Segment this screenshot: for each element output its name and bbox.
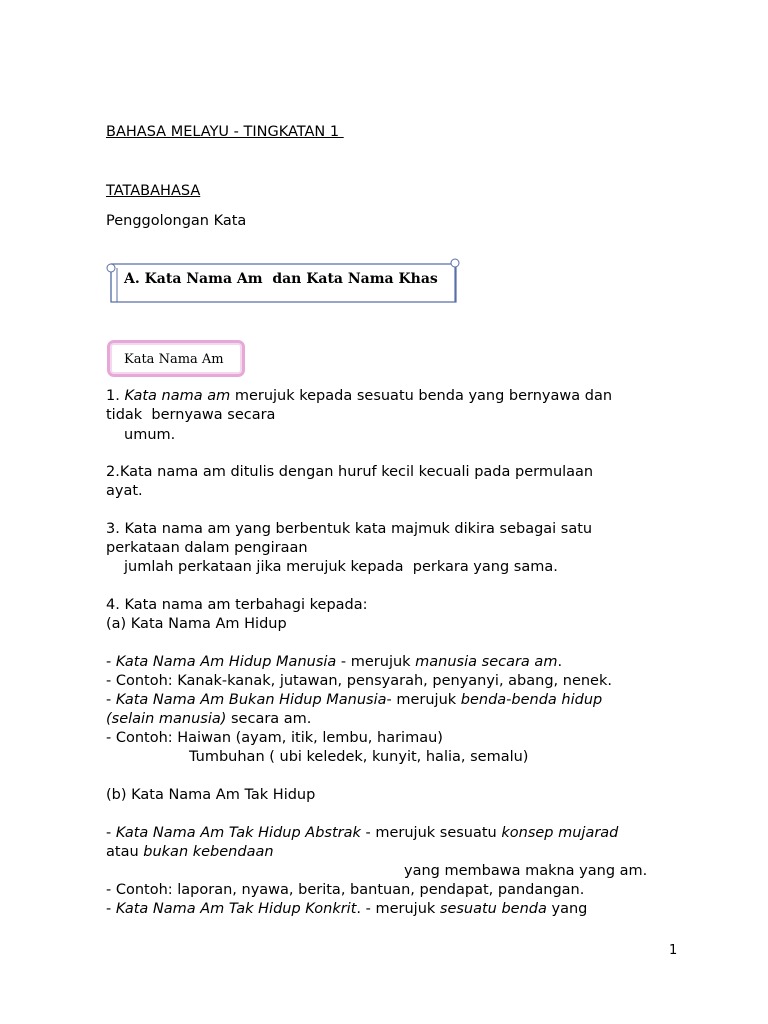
para-3-line-1: 3. Kata nama am yang berbentuk kata majmuk dikira sebagai satu [106, 521, 593, 537]
para-1-line-2: tidak bernyawa secara [106, 407, 276, 423]
b-line-3: yang membawa makna yang am. [404, 863, 648, 879]
a-line-4: (selain manusia) secara am. [106, 711, 312, 727]
subtitle: Penggolongan Kata [106, 213, 247, 229]
a-line-5: - Contoh: Haiwan (ayam, itik, lembu, harimau) [106, 730, 443, 746]
para-3-line-3: jumlah perkataan jika merujuk kepada perkara yang sama. [124, 559, 558, 575]
b-heading: (b) Kata Nama Am Tak Hidup [106, 787, 316, 803]
para-2-line-2: ayat. [106, 483, 143, 499]
a-line-2: - Contoh: Kanak-kanak, jutawan, pensyarah, penyanyi, abang, nenek. [106, 673, 612, 689]
para-3-line-2: perkataan dalam pengiraan [106, 540, 308, 556]
para-1-line-1: 1. Kata nama am merujuk kepada sesuatu benda yang bernyawa dan [106, 388, 613, 404]
b-line-2: atau bukan kebendaan [106, 844, 274, 860]
a-line-1: - Kata Nama Am Hidup Manusia - merujuk manusia secara am. [106, 654, 563, 670]
a-line-3: - Kata Nama Am Bukan Hidup Manusia- merujuk benda-benda hidup [106, 692, 603, 708]
document-header: BAHASA MELAYU - TINGKATAN 1 [106, 124, 344, 140]
b-line-4: - Contoh: laporan, nyawa, berita, bantuan, pendapat, pandangan. [106, 882, 585, 898]
section-title: TATABAHASA [106, 183, 201, 199]
para-4-line-2: (a) Kata Nama Am Hidup [106, 616, 287, 632]
page-number: 1 [669, 943, 678, 958]
b-line-1: - Kata Nama Am Tak Hidup Abstrak - merujuk sesuatu konsep mujarad [106, 825, 619, 841]
a-line-6: Tumbuhan ( ubi keledek, kunyit, halia, semalu) [189, 749, 529, 765]
banner-title: A. Kata Nama Am dan Kata Nama Khas [124, 271, 438, 287]
box-label: Kata Nama Am [124, 352, 224, 367]
para-1-line-3: umum. [124, 427, 176, 443]
b-line-5: - Kata Nama Am Tak Hidup Konkrit. - merujuk sesuatu benda yang [106, 901, 588, 917]
para-2-line-1: 2.Kata nama am ditulis dengan huruf kecil kecuali pada permulaan [106, 464, 594, 480]
para-4-line-1: 4. Kata nama am terbahagi kepada: [106, 597, 368, 613]
